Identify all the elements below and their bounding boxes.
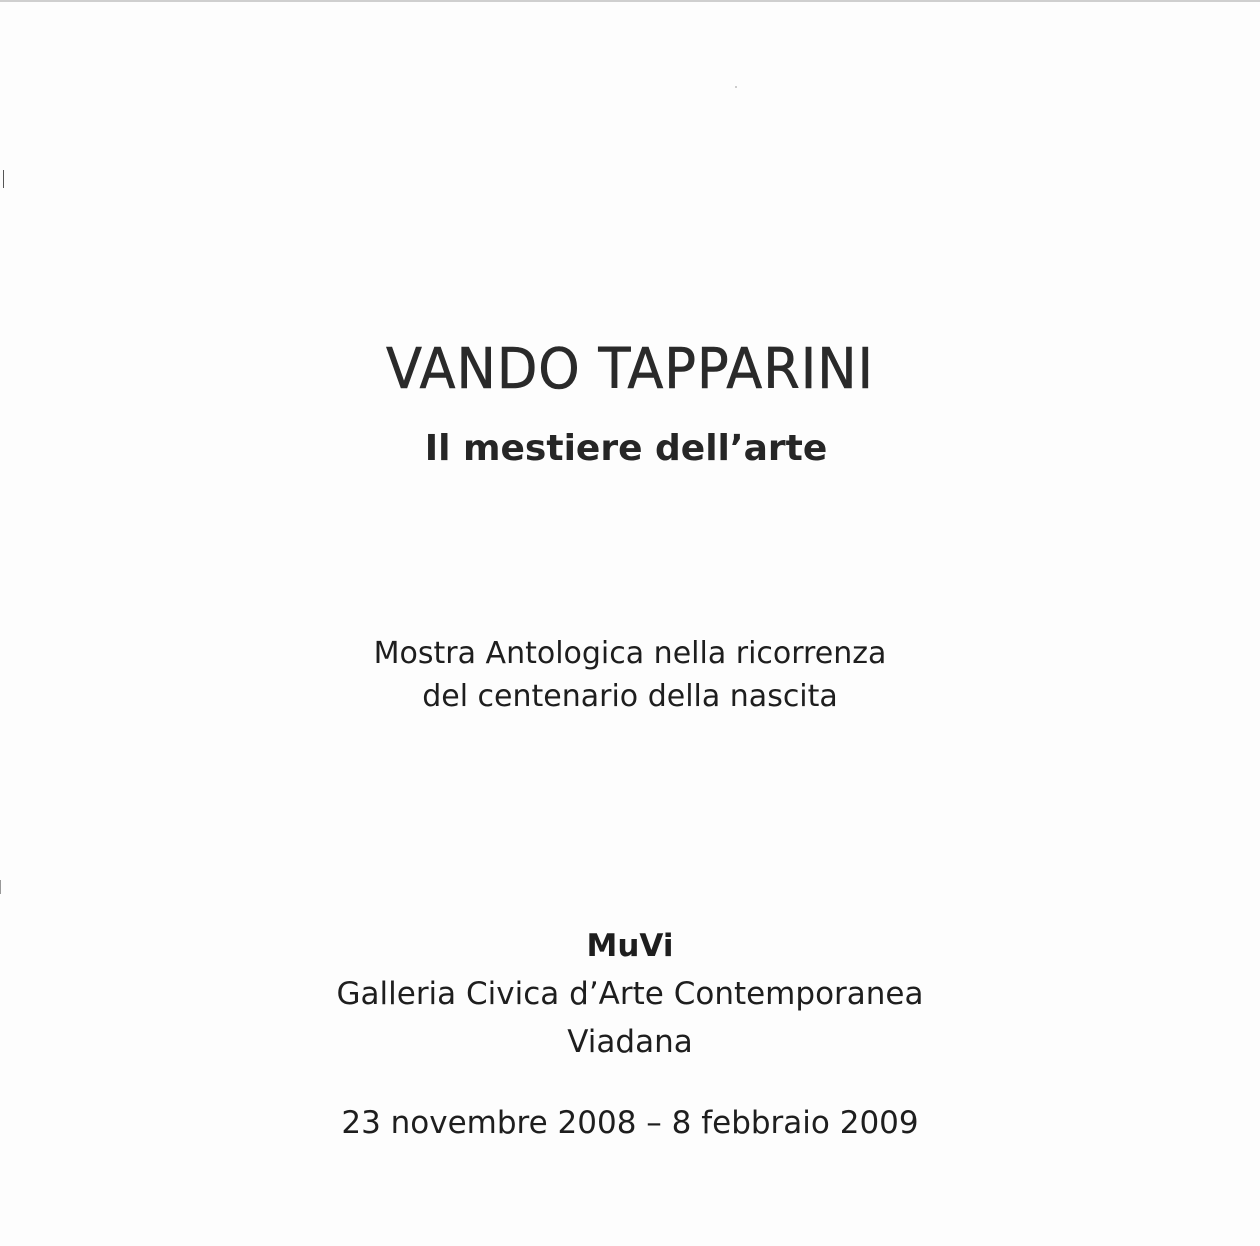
venue-gallery: Galleria Civica d’Arte Contemporanea bbox=[336, 976, 924, 1012]
scan-speck bbox=[735, 86, 737, 88]
scan-edge bbox=[0, 0, 1260, 2]
scan-mark bbox=[0, 880, 1, 894]
exhibition-subtitle: Il mestiere dell’arte bbox=[424, 428, 828, 469]
scan-mark bbox=[3, 170, 4, 188]
exhibition-description bbox=[0, 632, 1260, 718]
artist-name: VANDO TAPPARINI bbox=[385, 337, 875, 402]
exhibition-dates: 23 novembre 2008 – 8 febbraio 2009 bbox=[341, 1105, 919, 1141]
description-line-1: Mostra Antologica nella ricorrenza bbox=[373, 636, 887, 671]
description-line-2: del centenario della nascita bbox=[422, 679, 838, 714]
venue-city: Viadana bbox=[567, 1024, 693, 1060]
venue-name: MuVi bbox=[586, 928, 674, 964]
